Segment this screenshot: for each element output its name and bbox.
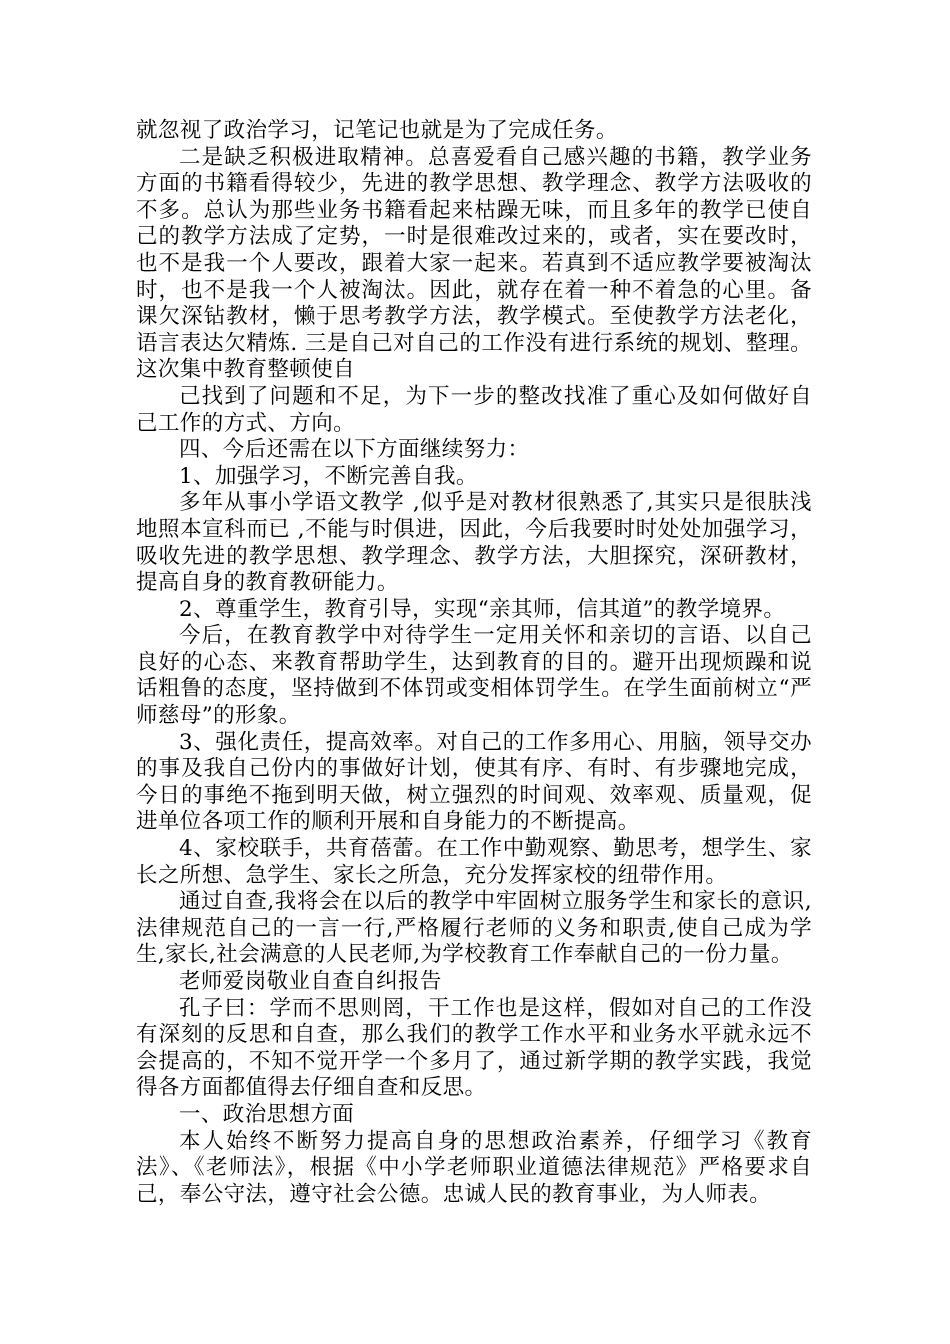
paragraph-1: 就忽视了政治学习，记笔记也就是为了完成任务。 <box>136 118 618 143</box>
paragraph-8: 今后，在教育教学中对待学生一定用关怀和亲切的言语、以自己良好的心态、来教育帮助学生，达到教育的目的。避开出现烦躁和说话粗鲁的态度，坚持做到不体罚或变相体罚学生。在学生面前树立“严师慈母”的形象。 <box>136 623 812 729</box>
paragraph-15: 本人始终不断努力提高自身的思想政治素养，仔细学习《教育法》、《老师法》，根据《中小学老师职业道德法律规范》严格要求自己，奉公守法，遵守社会公德。忠诚人民的教育事业，为人师表。 <box>136 1128 812 1207</box>
paragraph-6: 多年从事小学语文教学 ,似乎是对教材很熟悉了,其实只是很肤浅地照本宣科而已 ,不能与时俱进，因此，今后我要时时处处加强学习，吸收先进的教学思想、教学理念、教学方法，大胆探究，深研教材，提高自身的教育教研能力。 <box>136 490 812 596</box>
paragraph-11: 通过自查,我将会在以后的教学中牢固树立服务学生和家长的意识,法律规范自己的一言一行,严格履行老师的义务和职责,使自己成为学生,家长,社会满意的人民老师,为学校教育工作奉献自己的一份力量。 <box>136 889 812 968</box>
item-paragraph-4: 4、家校联手，共育蓓蕾。在工作中勤观察、勤思考，想学生、家长之所想、急学生、家长之所急，充分发挥家校的纽带作用。 <box>136 836 812 888</box>
paragraph-2: 二是缺乏积极进取精神。总喜爱看自己感兴趣的书籍，教学业务方面的书籍看得较少，先进的教学思想、教学理念、教学方法吸收的不多。总认为那些业务书籍看起来枯躁无味，而且多年的教学已使自己的教学方法成了定势，一时是很难改过来的，或者，实在要改时，也不是我一个人要改，跟着大家一起来。若真到不适应教学要被淘汰时，也不是我一个人被淘汰。因此，就存在着一种不着急的心里。备课欠深钻教材，懒于思考教学方法，教学模式。至使教学方法老化，语言表达欠精炼. 三是自己对自己的工作没有进行系统的规划、整理。这次集中教育整顿使自 <box>136 144 812 383</box>
paragraph-3: 己找到了问题和不足，为下一步的整改找准了重心及如何做好自己工作的方式、方向。 <box>136 383 812 436</box>
item-heading-2: 2、尊重学生，教育引导，实现“亲其师，信其道”的教学境界。 <box>179 596 786 622</box>
item-paragraph-3: 3、强化责任，提高效率。对自己的工作多用心、用脑，领导交办的事及我自己份内的事做好计划，使其有序、有时、有步骤地完成，今日的事绝不拖到明天做，树立强烈的时间观、效率观、质量观，促进单位各项工作的顺利开展和自身能力的不断提高。 <box>136 729 812 835</box>
item-heading-1: 1、加强学习，不断完善自我。 <box>179 463 478 489</box>
paragraph-13: 孔子曰：学而不思则罔，干工作也是这样，假如对自己的工作没有深刻的反思和自查，那么我们的教学工作水平和业务水平就永远不会提高的，不知不觉开学一个多月了，通过新学期的教学实践，我觉得各方面都值得去仔细自查和反思。 <box>136 995 812 1101</box>
section-heading-4: 四、今后还需在以下方面继续努力： <box>179 437 530 463</box>
document-body <box>136 118 812 1208</box>
report-title: 老师爱岗敬业自查自纠报告 <box>179 969 442 994</box>
section-heading-1: 一、政治思想方面 <box>179 1101 355 1127</box>
